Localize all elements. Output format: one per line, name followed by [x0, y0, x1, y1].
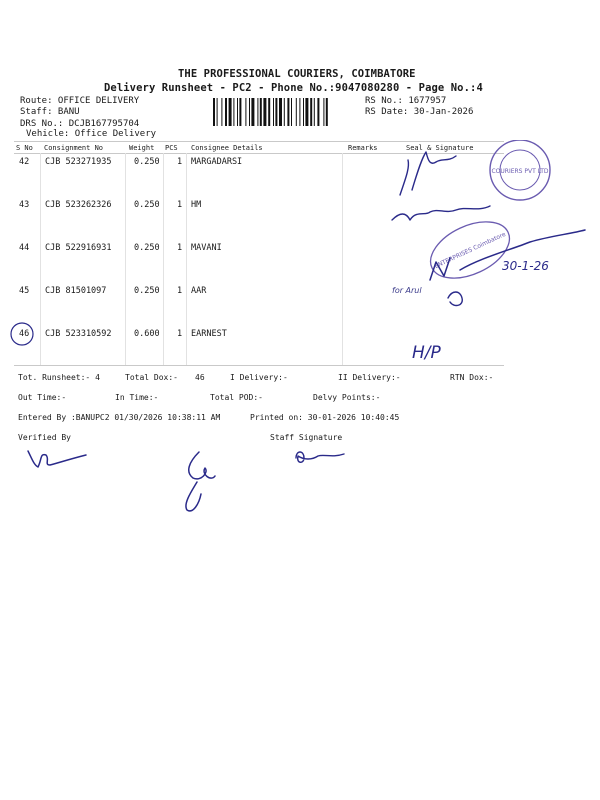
barcode-bar: [296, 98, 297, 126]
barcode-bar: [314, 98, 315, 126]
barcode-bar: [323, 98, 324, 126]
row-consignment: CJB 523271935: [45, 157, 112, 167]
handwritten-initials: H/P: [412, 343, 441, 363]
col-header-consignee: Consignee Details: [191, 144, 263, 152]
col-header-remarks: Remarks: [348, 144, 378, 152]
printed-on: Printed on: 30-01-2026 10:40:45: [250, 413, 400, 422]
rtn-dox: RTN Dox:-: [450, 373, 494, 382]
barcode-bar: [260, 98, 262, 126]
barcode-bar: [213, 98, 215, 126]
verified-signature: [20, 445, 100, 475]
delvy-points: Delvy Points:-: [313, 393, 381, 402]
row-weight: 0.250: [134, 243, 160, 253]
barcode-bar: [310, 98, 312, 126]
col-divider: [342, 153, 343, 365]
row-sno: 45: [19, 286, 30, 296]
barcode: [213, 98, 363, 126]
barcode-bar: [245, 98, 246, 126]
barcode-bar: [239, 98, 241, 126]
col-divider: [40, 153, 41, 365]
barcode-bar: [275, 98, 277, 126]
barcode-bar: [305, 98, 308, 126]
entered-by: Entered By :BANUPC2 01/30/2026 10:38:11 AM: [18, 413, 221, 422]
row-weight: 0.250: [134, 200, 160, 210]
runsheet-subtitle: Delivery Runsheet - PC2 - Phone No.:9047080280 - Page No.:4: [104, 82, 483, 94]
col-divider: [186, 153, 187, 365]
verified-by-label: Verified By: [18, 433, 71, 442]
row-consignee: HM: [191, 200, 202, 210]
barcode-bar: [326, 98, 328, 126]
row-pcs: 1: [177, 200, 183, 210]
i-delivery: I Delivery:-: [230, 373, 288, 382]
col-divider: [163, 153, 164, 365]
barcode-bar: [279, 98, 282, 126]
rs-date: RS Date: 30-Jan-2026: [365, 107, 474, 117]
row-pcs: 1: [177, 329, 183, 339]
barcode-bar: [233, 98, 234, 126]
rs-number: RS No.: 1677957: [365, 96, 447, 106]
row-consignment: CJB 523262326: [45, 200, 112, 210]
barcode-bar: [268, 98, 270, 126]
barcode-bar: [317, 98, 319, 126]
barcode-bar: [287, 98, 289, 126]
seal-signature-area: [370, 140, 600, 380]
staff-label: Staff: BANU: [20, 107, 80, 117]
staff-signature-label: Staff Signature: [270, 433, 343, 442]
row-weight: 0.250: [134, 157, 160, 167]
vehicle-label: Vehicle: Office Delivery: [26, 129, 157, 139]
staff-signature-mark: [175, 448, 225, 518]
barcode-bar: [225, 98, 227, 126]
col-divider: [125, 153, 126, 365]
row-weight: 0.600: [134, 329, 160, 339]
total-dox-label: Total Dox:-: [125, 373, 178, 382]
barcode-bar: [257, 98, 258, 126]
row-sno: 46: [19, 329, 30, 339]
row-pcs: 1: [177, 286, 183, 296]
row-consignee: AAR: [191, 286, 207, 296]
row-consignment: CJB 522916931: [45, 243, 112, 253]
row-consignment: CJB 81501097: [45, 286, 107, 296]
barcode-bar: [229, 98, 232, 126]
col-header-pcs: PCS: [165, 144, 178, 152]
row-weight: 0.250: [134, 286, 160, 296]
barcode-bar: [251, 98, 254, 126]
ii-delivery: II Delivery:-: [338, 373, 401, 382]
route-label: Route: OFFICE DELIVERY: [20, 96, 140, 106]
row-sno: 43: [19, 200, 30, 210]
barcode-bar: [273, 98, 274, 126]
row-sno: 44: [19, 243, 30, 253]
handwritten-date: 30-1-26: [502, 259, 549, 273]
barcode-bar: [291, 98, 292, 126]
barcode-bar: [303, 98, 304, 126]
barcode-bar: [299, 98, 300, 126]
col-header-consignment: Consignment No: [44, 144, 104, 152]
barcode-bar: [237, 98, 238, 126]
row-consignee: MAVANI: [191, 243, 222, 253]
row-consignment: CJB 523310592: [45, 329, 112, 339]
row-consignee: EARNEST: [191, 329, 227, 339]
barcode-bar: [221, 98, 222, 126]
stamp-text: ENTERPRISES Coimbatore: [433, 230, 507, 271]
col-header-weight: Weight: [129, 144, 155, 152]
circle-mark: [8, 320, 36, 348]
company-title: THE PROFESSIONAL COURIERS, COIMBATORE: [178, 68, 416, 80]
total-pod: Total POD:-: [210, 393, 263, 402]
staff-signature: [290, 444, 350, 468]
row-pcs: 1: [177, 157, 183, 167]
row-consignee: MARGADARSI: [191, 157, 243, 167]
drs-label: DRS No.: DCJB167795704: [20, 119, 140, 129]
col-header-seal: Seal & Signature: [406, 144, 474, 152]
barcode-bar: [263, 98, 266, 126]
stamp-text: COURIERS PVT LTD: [491, 168, 549, 175]
total-dox-value: 46: [195, 373, 205, 382]
col-header-sno: S No: [16, 144, 33, 152]
handwritten-note: for Arul: [392, 286, 422, 295]
out-time: Out Time:-: [18, 393, 67, 402]
barcode-bar: [249, 98, 250, 126]
tot-runsheet: Tot. Runsheet:- 4: [18, 373, 100, 382]
row-sno: 42: [19, 157, 30, 167]
in-time: In Time:-: [115, 393, 159, 402]
barcode-bar: [284, 98, 285, 126]
barcode-bar: [217, 98, 218, 126]
row-pcs: 1: [177, 243, 183, 253]
